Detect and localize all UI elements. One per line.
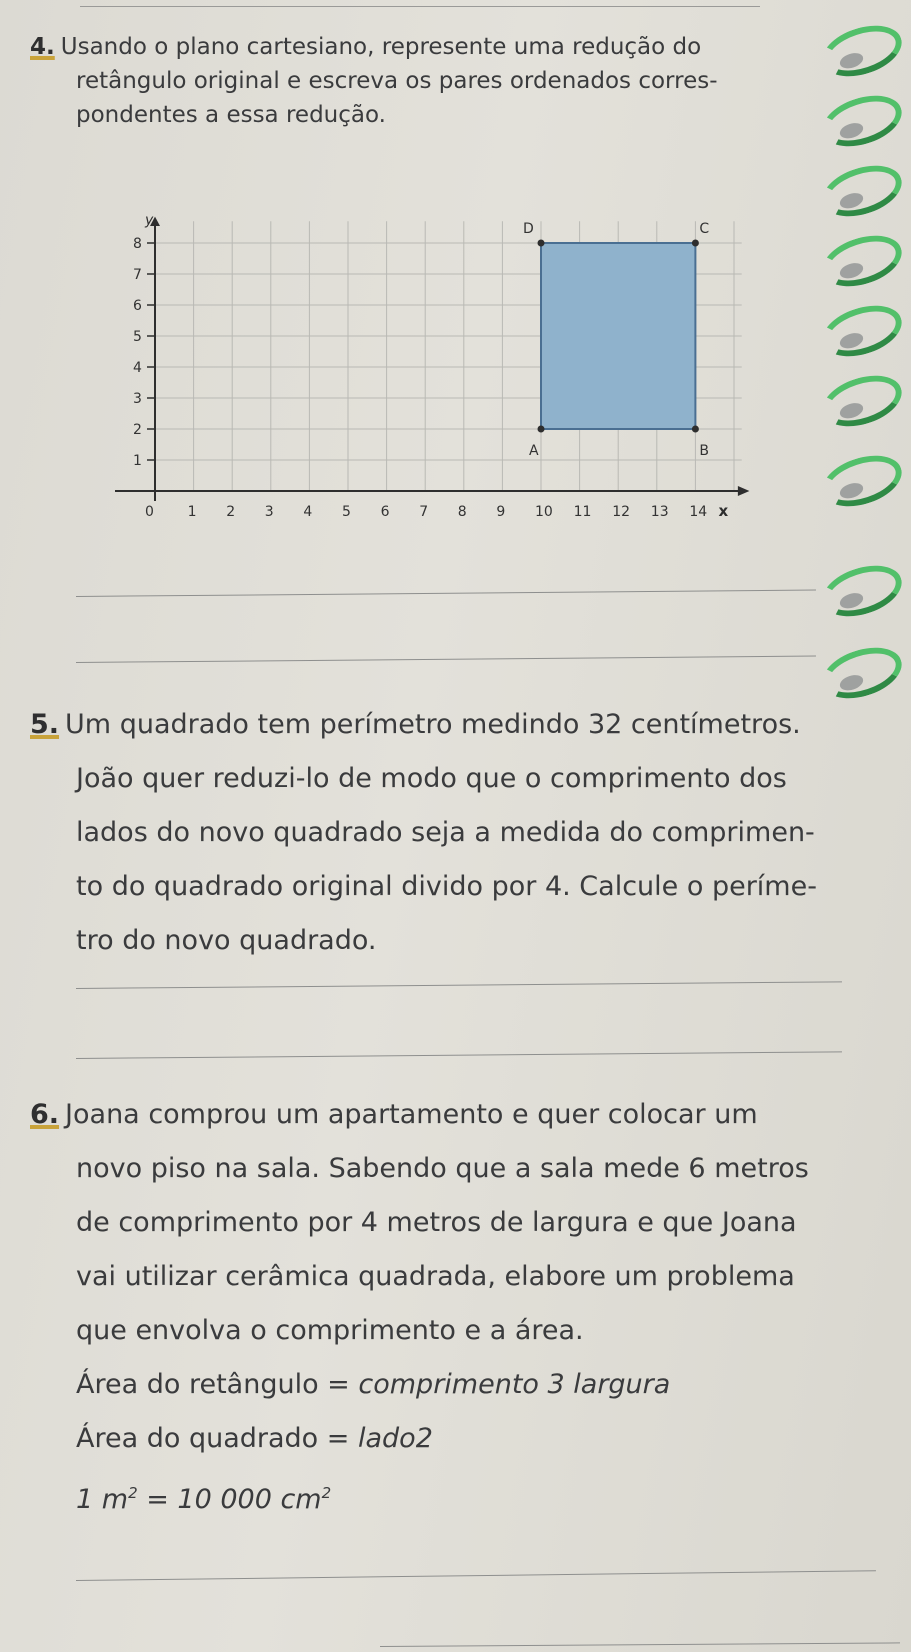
- x-axis-label: x: [718, 502, 729, 520]
- x-tick-label: 14: [689, 504, 708, 520]
- vertex-label-c: C: [699, 221, 710, 237]
- question-4-line-2: retângulo original e escreva os pares ordenados corres-: [76, 68, 718, 94]
- question-5-line-1: Um quadrado tem perímetro medindo 32 centímetros.: [65, 709, 801, 740]
- unit-conversion: 1 $m^2 = 10$ 000 $cm^2$: [76, 1484, 332, 1515]
- question-5: [30, 698, 856, 968]
- y-tick-label: 8: [133, 236, 142, 252]
- y-tick-label: 4: [133, 360, 142, 376]
- question-6-line-4: vai utilizar cerâmica quadrada, elabore um problema: [76, 1261, 795, 1292]
- question-6-number: 6.: [30, 1099, 60, 1130]
- question-6: [30, 1088, 876, 1358]
- y-tick-label: 5: [133, 329, 142, 345]
- vertex-a: [538, 426, 545, 433]
- y-tick-label: 6: [133, 298, 142, 314]
- x-tick-label: 12: [612, 504, 631, 520]
- formula-square-area: Área do quadrado = lado2: [76, 1423, 433, 1454]
- answer-line-q4-1[interactable]: [76, 590, 816, 597]
- x-tick-label: 9: [496, 504, 506, 520]
- y-tick-label: 1: [133, 453, 142, 469]
- spiral-ring-icon: [816, 638, 908, 707]
- cartesian-plane: [0, 0, 911, 560]
- question-6-line-5: que envolva o comprimento e a área.: [76, 1315, 584, 1346]
- rectangle-abcd: [541, 243, 695, 429]
- answer-line-q5-1[interactable]: [76, 981, 842, 989]
- spiral-ring-icon: [816, 296, 908, 365]
- y-tick-label: 2: [133, 422, 142, 438]
- question-5-line-4: to do quadrado original divido por 4. Calcule o períme-: [76, 871, 817, 902]
- question-4-line-3: pondentes a essa redução.: [76, 102, 386, 128]
- formula-rectangle-area: Área do retângulo = comprimento 3 largura: [76, 1369, 671, 1400]
- spiral-ring-icon: [816, 156, 908, 225]
- answer-line-q6-1[interactable]: [76, 1570, 876, 1581]
- vertex-d: [538, 240, 545, 247]
- vertex-label-b: B: [699, 443, 710, 459]
- spiral-binding: [801, 0, 911, 1652]
- y-tick-label: 3: [133, 391, 142, 407]
- spiral-ring-icon: [816, 226, 908, 295]
- x-axis-arrow-icon: [738, 486, 750, 496]
- vertex-label-d: D: [523, 221, 534, 237]
- x-tick-label: 4: [303, 504, 313, 520]
- x-tick-label: 6: [380, 504, 390, 520]
- spiral-ring-icon: [816, 366, 908, 435]
- answer-line-q5-2[interactable]: [76, 1051, 842, 1059]
- formula-block: [76, 1358, 670, 1527]
- spiral-ring-icon: [816, 556, 908, 625]
- x-tick-label: 13: [650, 504, 669, 520]
- y-tick-label: 7: [133, 267, 142, 283]
- question-5-line-2: João quer reduzi-lo de modo que o comprimento dos: [76, 763, 787, 794]
- vertex-b: [692, 426, 699, 433]
- question-4-number: 4.: [30, 34, 55, 60]
- y-axis-label: y: [145, 212, 154, 229]
- spiral-ring-icon: [816, 16, 908, 85]
- question-4-line-1: Usando o plano cartesiano, represente uma redução do: [60, 34, 702, 60]
- vertex-c: [692, 240, 699, 247]
- question-5-line-5: tro do novo quadrado.: [76, 925, 377, 956]
- question-5-number: 5.: [30, 709, 60, 740]
- question-6-line-3: de comprimento por 4 metros de largura e que Joana: [76, 1207, 797, 1238]
- x-tick-label: 5: [342, 504, 351, 520]
- question-5-line-3: lados do novo quadrado seja a medida do comprimen-: [76, 817, 815, 848]
- x-tick-label: 1: [187, 504, 197, 520]
- x-tick-label: 2: [226, 504, 236, 520]
- spiral-ring-icon: [816, 446, 908, 515]
- x-tick-label: 8: [457, 504, 467, 520]
- x-tick-label: 10: [535, 504, 553, 520]
- answer-line-q4-2[interactable]: [76, 656, 816, 663]
- x-tick-label: 11: [573, 504, 592, 520]
- question-6-line-1: Joana comprou um apartamento e quer colocar um: [65, 1099, 758, 1130]
- x-tick-label: 3: [264, 504, 274, 520]
- vertex-label-a: A: [529, 443, 539, 459]
- x-tick-label: 7: [419, 504, 429, 520]
- x-tick-label: 0: [145, 504, 154, 520]
- spiral-ring-icon: [816, 86, 908, 155]
- question-6-line-2: novo piso na sala. Sabendo que a sala mede 6 metros: [76, 1153, 809, 1184]
